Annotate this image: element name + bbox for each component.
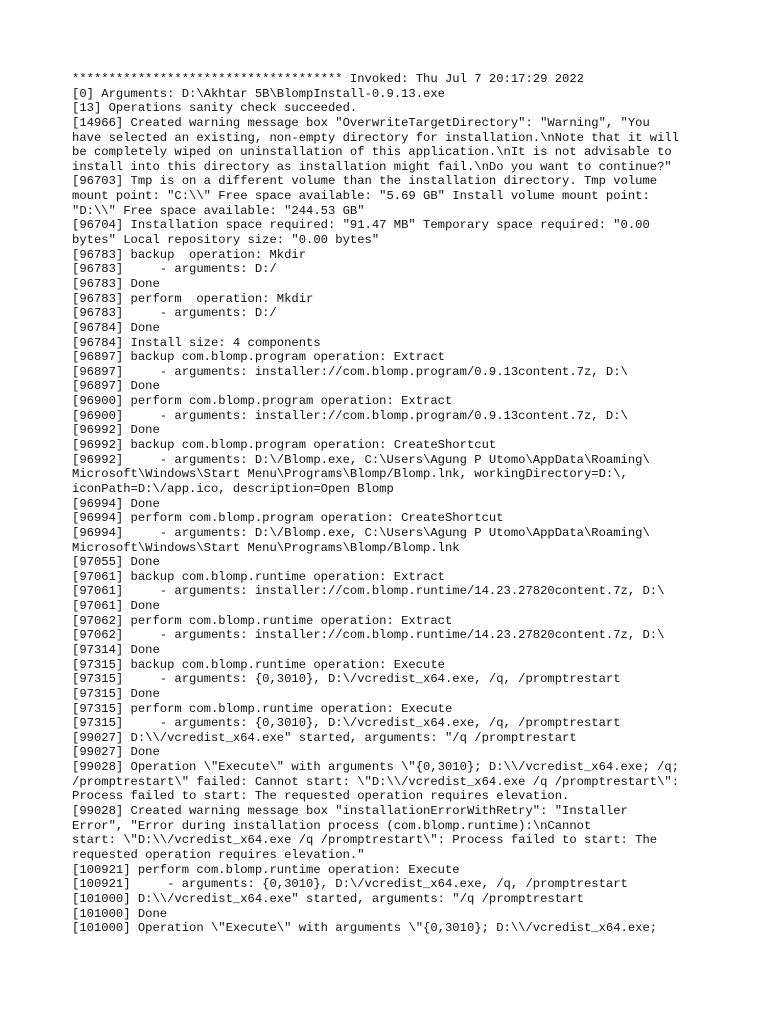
log-line: [97315] Done <box>72 686 160 701</box>
log-line: [96783] backup operation: Mkdir <box>72 247 307 262</box>
log-line: [99027] D:\\/vcredist_x64.exe" started, arguments: "/q /promptrestart <box>72 730 577 745</box>
log-line: have selected an existing, non-empty directory for installation.\nNote that it will <box>72 130 680 145</box>
log-line: [96992] backup com.blomp.program operation: CreateShortcut <box>72 438 497 453</box>
log-line: ************************************* Invoked: Thu Jul 7 20:17:29 2022 <box>72 72 584 86</box>
log-line: Microsoft\Windows\Start Menu\Programs\Blomp/Blomp.lnk <box>72 540 460 555</box>
log-line: "D:\\" Free space available: "244.53 GB" <box>72 203 365 218</box>
log-line: [96703] Tmp is on a different volume than the installation directory. Tmp volume <box>72 174 658 189</box>
log-line: Error", "Error during installation process (com.blomp.runtime):\nCannot <box>72 818 592 833</box>
log-line: [97314] Done <box>72 642 160 657</box>
log-line: [99027] Done <box>72 745 160 760</box>
log-line: Process failed to start: The requested operation requires elevation. <box>72 789 570 804</box>
log-line: [96994] perform com.blomp.program operation: CreateShortcut <box>72 511 504 526</box>
log-line: [96992] - arguments: D:\/Blomp.exe, C:\Users\Agung P Utomo\AppData\Roaming\ <box>72 452 650 467</box>
log-line: [97055] Done <box>72 555 160 570</box>
log-line: [97061] - arguments: installer://com.blomp.runtime/14.23.27820content.7z, D:\ <box>72 584 665 599</box>
log-line: [96783] perform operation: Mkdir <box>72 291 314 306</box>
log-line: [101000] Done <box>72 906 168 921</box>
log-line: [97062] - arguments: installer://com.blomp.runtime/14.23.27820content.7z, D:\ <box>72 628 665 643</box>
log-line: [96897] backup com.blomp.program operation: Extract <box>72 350 445 365</box>
log-line: [96897] Done <box>72 379 160 394</box>
log-line: [101000] Operation \"Execute\" with arguments \"{0,3010}; D:\\/vcredist_x64.exe; <box>72 921 658 936</box>
log-line: mount point: "C:\\" Free space available: "5.69 GB" Install volume mount point: <box>72 189 650 204</box>
log-line: [97061] backup com.blomp.runtime operation: Extract <box>72 569 445 584</box>
log-line: Microsoft\Windows\Start Menu\Programs\Blomp/Blomp.lnk, workingDirectory=D:\, <box>72 467 628 482</box>
log-line: [99028] Operation \"Execute\" with arguments \"{0,3010}; D:\\/vcredist_x64.exe; /q; <box>72 760 680 775</box>
log-line: [97061] Done <box>72 599 160 614</box>
log-line: [96992] Done <box>72 423 160 438</box>
log-line: [96784] Install size: 4 components <box>72 335 321 350</box>
log-line: [0] Arguments: D:\Akhtar 5B\BlompInstall-0.9.13.exe <box>72 86 445 101</box>
log-line: [96783] - arguments: D:/ <box>72 306 277 321</box>
log-line: [96783] Done <box>72 276 160 291</box>
log-line: [14966] Created warning message box "OverwriteTargetDirectory": "Warning", "You <box>72 115 650 130</box>
log-line: [97062] perform com.blomp.runtime operation: Extract <box>72 613 453 628</box>
log-line: bytes" Local repository size: "0.00 bytes" <box>72 233 380 248</box>
log-line: [96994] Done <box>72 496 160 511</box>
install-log-text <box>72 72 712 936</box>
log-line: [96900] - arguments: installer://com.blomp.program/0.9.13content.7z, D:\ <box>72 408 628 423</box>
log-line: install into this directory as installation might fail.\nDo you want to continue?" <box>72 159 672 174</box>
log-line: requested operation requires elevation." <box>72 847 365 862</box>
log-line: [97315] perform com.blomp.runtime operation: Execute <box>72 701 453 716</box>
log-line: [96784] Done <box>72 320 160 335</box>
log-line: [96994] - arguments: D:\/Blomp.exe, C:\Users\Agung P Utomo\AppData\Roaming\ <box>72 525 650 540</box>
log-line: /promptrestart\" failed: Cannot start: \"D:\\/vcredist_x64.exe /q /promptrestart\": <box>72 774 680 789</box>
log-line: [100921] - arguments: {0,3010}, D:\/vcredist_x64.exe, /q, /promptrestart <box>72 877 628 892</box>
log-line: [96783] - arguments: D:/ <box>72 262 277 277</box>
log-line: [97315] backup com.blomp.runtime operation: Execute <box>72 657 445 672</box>
log-line: [97315] - arguments: {0,3010}, D:\/vcredist_x64.exe, /q, /promptrestart <box>72 672 621 687</box>
log-line: [101000] D:\\/vcredist_x64.exe" started, arguments: "/q /promptrestart <box>72 891 584 906</box>
log-line: iconPath=D:\/app.ico, description=Open Blomp <box>72 481 394 496</box>
log-line: [97315] - arguments: {0,3010}, D:\/vcredist_x64.exe, /q, /promptrestart <box>72 716 621 731</box>
log-line: [96704] Installation space required: "91.47 MB" Temporary space required: "0.00 <box>72 218 650 233</box>
log-line: [99028] Created warning message box "installationErrorWithRetry": "Installer <box>72 804 628 819</box>
log-line: [96897] - arguments: installer://com.blomp.program/0.9.13content.7z, D:\ <box>72 364 628 379</box>
log-line: start: \"D:\\/vcredist_x64.exe /q /promptrestart\": Process failed to start: The <box>72 833 658 848</box>
log-line: [96900] perform com.blomp.program operation: Extract <box>72 394 453 409</box>
log-line: be completely wiped on uninstallation of this application.\nIt is not advisable to <box>72 145 672 160</box>
log-line: [13] Operations sanity check succeeded. <box>72 101 358 116</box>
log-line: [100921] perform com.blomp.runtime operation: Execute <box>72 862 460 877</box>
